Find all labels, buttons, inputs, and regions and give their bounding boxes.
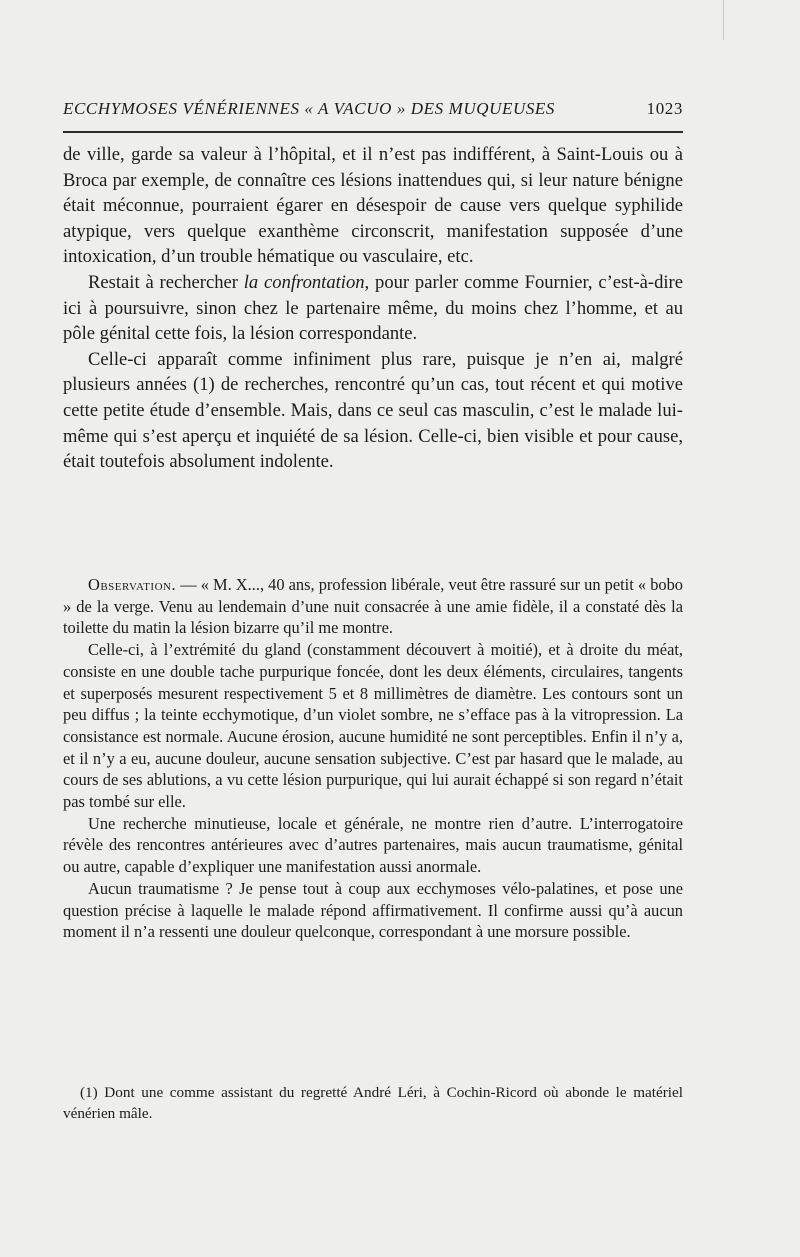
paragraph-2-end: pour parler comme Fournier, c’est-à-dire ici à poursuivre, sinon chez le partenaire même, du moins chez l’homme, et au pôle génital cette fois, la lésion correspondante. — [63, 271, 683, 345]
observation-paragraph-2: Celle-ci, à l’extrémité du gland (constamment découvert à moitié), et à droite du méat, consiste en une double tache purpurique foncée, dont les deux éléments, circulaires, tangents et superposés mesurent respectivement 5 et 8 millimètres de diamètre. Les contours sont un peu diffus ; la teinte ecchymotique, d’un violet sombre, ne s’efface pas à la vitropression. La consistance est normale. Aucune érosion, aucune humidité ne sont perceptibles. Enfin il n’y a, et il n’y a eu, aucune douleur, aucune sensation subjective. C’est par hasard que le malade, au cours de ses ablutions, a vu cette lésion purpurique, qui lui aurait échappé si son regard n’était pas tombé sur elle. — [63, 640, 683, 812]
header-rule — [63, 131, 683, 133]
observation-paragraph-4: Aucun traumatisme ? Je pense tout à coup aux ecchymoses vélo-palatines, et pose une question précise à laquelle le malade répond affirmativement. Il confirme aussi qu’à aucun moment il n’a ressenti une douleur quelconque, correspondant à une morsure possible. — [63, 878, 683, 942]
footnote — [63, 1082, 683, 1124]
observation-paragraph-1 — [63, 574, 683, 639]
paragraph-1: de ville, garde sa valeur à l’hôpital, et il n’est pas indifférent, à Saint-Louis ou à Broca par exemple, de connaître ces lésions inattendues qui, si leur nature bénigne était méconnue, pourraient égarer en désespoir de cause vers quelque syphilide atypique, vers quelque exanthème circonscrit, manifestation supposée d’une intoxication, d’un trouble hématique ou vasculaire, etc. — [63, 144, 683, 268]
footnote-text: (1) Dont une comme assistant du regretté André Léri, à Cochin-Ricord où abonde le matériel vénérien mâle. — [63, 1084, 683, 1122]
observation-section — [63, 574, 683, 943]
paragraph-2 — [63, 270, 683, 347]
main-text — [63, 142, 683, 475]
paragraph-2-start: Restait à rechercher — [88, 271, 244, 293]
observation-paragraph-3: Une recherche minutieuse, locale et générale, ne montre rien d’autre. L’interrogatoire révèle des rencontres antérieures avec d’autres partenaires, mais aucun traumatisme, génital ou autre, capable d’expliquer une manifestation aussi anormale. — [63, 813, 683, 877]
page-header — [63, 99, 683, 125]
observation-label: Observation. — [88, 575, 177, 594]
running-title: ECCHYMOSES VÉNÉRIENNES « A VACUO » DES MUQUEUSES — [63, 99, 556, 118]
emphasis-confrontation: la confrontation, — [243, 271, 370, 293]
scan-edge-mark — [723, 0, 724, 40]
observation-paragraph-1-text: — « M. X..., 40 ans, profession libérale, veut être rassuré sur un petit « bobo » de la verge. Venu au lendemain d’une nuit consacrée à une amie fidèle, il a constaté dès la toilette du matin la lésion bizarre qu’il me montre. — [63, 575, 683, 638]
paragraph-3: Celle-ci apparaît comme infiniment plus rare, puisque je n’en ai, malgré plusieurs années (1) de recherches, rencontré qu’un cas, tout récent et qui motive cette petite étude d’ensemble. Mais, dans ce seul cas masculin, c’est le malade lui-même qui s’est aperçu et inquiété de sa lésion. Celle-ci, bien visible et pour cause, était toutefois absolument indolente. — [63, 348, 683, 473]
page-number: 1023 — [646, 99, 683, 118]
